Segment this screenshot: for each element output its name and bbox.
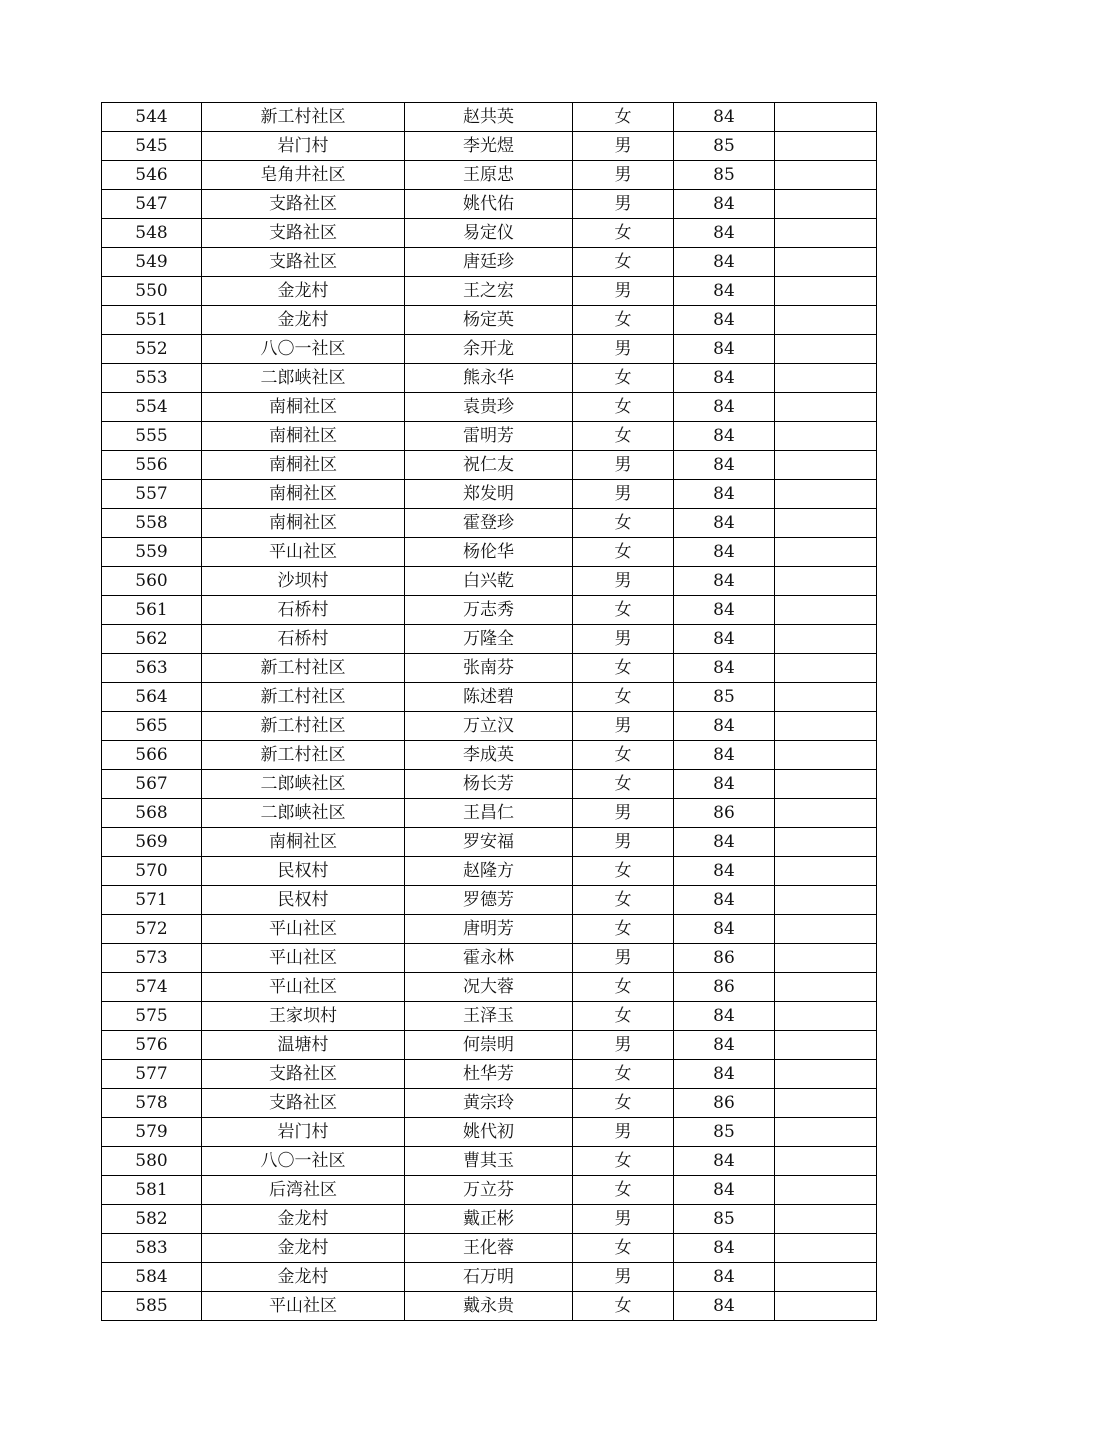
cell-serial-number: 567 — [102, 770, 202, 799]
cell-age: 86 — [674, 944, 775, 973]
cell-age: 84 — [674, 190, 775, 219]
cell-note — [775, 451, 877, 480]
cell-age: 84 — [674, 886, 775, 915]
cell-serial-number: 556 — [102, 451, 202, 480]
cell-serial-number: 557 — [102, 480, 202, 509]
cell-age: 84 — [674, 538, 775, 567]
cell-community: 石桥村 — [202, 625, 405, 654]
cell-note — [775, 1089, 877, 1118]
cell-gender: 女 — [573, 1002, 674, 1031]
cell-note — [775, 364, 877, 393]
cell-community: 平山社区 — [202, 944, 405, 973]
cell-age: 84 — [674, 770, 775, 799]
table-row — [102, 335, 877, 364]
cell-gender: 男 — [573, 161, 674, 190]
cell-community: 王家坝村 — [202, 1002, 405, 1031]
table-row — [102, 712, 877, 741]
table-row — [102, 1118, 877, 1147]
cell-gender: 女 — [573, 915, 674, 944]
cell-gender: 女 — [573, 683, 674, 712]
table-row — [102, 886, 877, 915]
cell-person-name: 霍登珍 — [405, 509, 573, 538]
cell-person-name: 万立芬 — [405, 1176, 573, 1205]
cell-note — [775, 1263, 877, 1292]
cell-gender: 男 — [573, 480, 674, 509]
cell-community: 新工村社区 — [202, 712, 405, 741]
cell-age: 84 — [674, 741, 775, 770]
cell-person-name: 熊永华 — [405, 364, 573, 393]
cell-community: 二郎峡社区 — [202, 799, 405, 828]
table-row — [102, 1089, 877, 1118]
cell-note — [775, 799, 877, 828]
cell-serial-number: 560 — [102, 567, 202, 596]
cell-person-name: 郑发明 — [405, 480, 573, 509]
table-row — [102, 1147, 877, 1176]
cell-person-name: 祝仁友 — [405, 451, 573, 480]
cell-community: 新工村社区 — [202, 103, 405, 132]
cell-community: 南桐社区 — [202, 828, 405, 857]
cell-note — [775, 770, 877, 799]
cell-age: 85 — [674, 683, 775, 712]
table-row — [102, 944, 877, 973]
cell-person-name: 杨长芳 — [405, 770, 573, 799]
table-row — [102, 857, 877, 886]
cell-note — [775, 1234, 877, 1263]
cell-community: 八〇一社区 — [202, 335, 405, 364]
table-row — [102, 683, 877, 712]
cell-person-name: 王之宏 — [405, 277, 573, 306]
cell-person-name: 曹其玉 — [405, 1147, 573, 1176]
cell-person-name: 石万明 — [405, 1263, 573, 1292]
cell-community: 金龙村 — [202, 277, 405, 306]
cell-person-name: 杜华芳 — [405, 1060, 573, 1089]
cell-gender: 女 — [573, 741, 674, 770]
cell-person-name: 杨伦华 — [405, 538, 573, 567]
table-row — [102, 277, 877, 306]
cell-serial-number: 575 — [102, 1002, 202, 1031]
cell-note — [775, 915, 877, 944]
cell-community: 平山社区 — [202, 915, 405, 944]
table-row — [102, 190, 877, 219]
cell-age: 84 — [674, 1263, 775, 1292]
cell-serial-number: 564 — [102, 683, 202, 712]
cell-gender: 女 — [573, 1147, 674, 1176]
cell-note — [775, 683, 877, 712]
cell-community: 后湾社区 — [202, 1176, 405, 1205]
cell-gender: 男 — [573, 1205, 674, 1234]
cell-gender: 女 — [573, 422, 674, 451]
cell-person-name: 戴永贵 — [405, 1292, 573, 1321]
cell-serial-number: 574 — [102, 973, 202, 1002]
cell-age: 85 — [674, 1205, 775, 1234]
cell-note — [775, 277, 877, 306]
cell-community: 八〇一社区 — [202, 1147, 405, 1176]
cell-person-name: 王昌仁 — [405, 799, 573, 828]
cell-serial-number: 568 — [102, 799, 202, 828]
cell-person-name: 王泽玉 — [405, 1002, 573, 1031]
table-row — [102, 1205, 877, 1234]
cell-serial-number: 550 — [102, 277, 202, 306]
cell-serial-number: 579 — [102, 1118, 202, 1147]
cell-community: 金龙村 — [202, 1234, 405, 1263]
cell-note — [775, 1147, 877, 1176]
cell-serial-number: 570 — [102, 857, 202, 886]
cell-note — [775, 567, 877, 596]
cell-community: 南桐社区 — [202, 451, 405, 480]
cell-serial-number: 576 — [102, 1031, 202, 1060]
cell-age: 85 — [674, 161, 775, 190]
cell-person-name: 张南芬 — [405, 654, 573, 683]
table-row — [102, 248, 877, 277]
table-row — [102, 973, 877, 1002]
cell-serial-number: 571 — [102, 886, 202, 915]
cell-age: 84 — [674, 654, 775, 683]
cell-gender: 男 — [573, 451, 674, 480]
cell-gender: 男 — [573, 828, 674, 857]
cell-community: 支路社区 — [202, 248, 405, 277]
table-row — [102, 799, 877, 828]
cell-person-name: 万隆全 — [405, 625, 573, 654]
cell-gender: 男 — [573, 277, 674, 306]
cell-person-name: 罗安福 — [405, 828, 573, 857]
cell-note — [775, 1031, 877, 1060]
table-row — [102, 1234, 877, 1263]
cell-serial-number: 561 — [102, 596, 202, 625]
cell-person-name: 唐廷珍 — [405, 248, 573, 277]
table-row — [102, 828, 877, 857]
cell-gender: 男 — [573, 1031, 674, 1060]
cell-serial-number: 547 — [102, 190, 202, 219]
cell-note — [775, 1002, 877, 1031]
cell-community: 民权村 — [202, 857, 405, 886]
cell-serial-number: 548 — [102, 219, 202, 248]
cell-serial-number: 582 — [102, 1205, 202, 1234]
cell-gender: 女 — [573, 1292, 674, 1321]
cell-serial-number: 585 — [102, 1292, 202, 1321]
cell-gender: 女 — [573, 103, 674, 132]
cell-age: 85 — [674, 1118, 775, 1147]
cell-community: 新工村社区 — [202, 683, 405, 712]
cell-age: 84 — [674, 1176, 775, 1205]
table-row — [102, 741, 877, 770]
cell-serial-number: 544 — [102, 103, 202, 132]
cell-gender: 女 — [573, 393, 674, 422]
cell-gender: 女 — [573, 770, 674, 799]
cell-serial-number: 546 — [102, 161, 202, 190]
cell-age: 84 — [674, 248, 775, 277]
table-row — [102, 1292, 877, 1321]
cell-note — [775, 712, 877, 741]
cell-person-name: 赵隆方 — [405, 857, 573, 886]
cell-note — [775, 886, 877, 915]
table-row — [102, 625, 877, 654]
cell-note — [775, 480, 877, 509]
cell-note — [775, 1205, 877, 1234]
cell-community: 岩门村 — [202, 1118, 405, 1147]
cell-gender: 男 — [573, 190, 674, 219]
roster-table-body — [102, 103, 877, 1321]
cell-person-name: 雷明芳 — [405, 422, 573, 451]
cell-serial-number: 566 — [102, 741, 202, 770]
cell-serial-number: 551 — [102, 306, 202, 335]
cell-gender: 男 — [573, 567, 674, 596]
cell-person-name: 杨定英 — [405, 306, 573, 335]
cell-community: 沙坝村 — [202, 567, 405, 596]
cell-community: 南桐社区 — [202, 480, 405, 509]
cell-gender: 女 — [573, 538, 674, 567]
cell-age: 86 — [674, 799, 775, 828]
cell-note — [775, 248, 877, 277]
cell-age: 84 — [674, 1234, 775, 1263]
cell-community: 平山社区 — [202, 1292, 405, 1321]
cell-gender: 女 — [573, 1234, 674, 1263]
cell-gender: 男 — [573, 712, 674, 741]
cell-gender: 女 — [573, 1060, 674, 1089]
cell-age: 84 — [674, 857, 775, 886]
cell-age: 84 — [674, 219, 775, 248]
cell-person-name: 易定仪 — [405, 219, 573, 248]
cell-note — [775, 422, 877, 451]
cell-age: 84 — [674, 1292, 775, 1321]
cell-age: 84 — [674, 1031, 775, 1060]
cell-note — [775, 857, 877, 886]
cell-age: 84 — [674, 451, 775, 480]
cell-community: 支路社区 — [202, 219, 405, 248]
table-row — [102, 480, 877, 509]
cell-serial-number: 572 — [102, 915, 202, 944]
cell-person-name: 白兴乾 — [405, 567, 573, 596]
cell-note — [775, 741, 877, 770]
cell-age: 84 — [674, 567, 775, 596]
cell-gender: 女 — [573, 248, 674, 277]
cell-note — [775, 161, 877, 190]
cell-age: 84 — [674, 422, 775, 451]
cell-age: 84 — [674, 1002, 775, 1031]
cell-serial-number: 580 — [102, 1147, 202, 1176]
table-row — [102, 1176, 877, 1205]
cell-note — [775, 393, 877, 422]
cell-community: 金龙村 — [202, 1205, 405, 1234]
cell-age: 86 — [674, 1089, 775, 1118]
cell-gender: 女 — [573, 886, 674, 915]
cell-community: 二郎峡社区 — [202, 770, 405, 799]
table-row — [102, 393, 877, 422]
cell-community: 平山社区 — [202, 538, 405, 567]
cell-gender: 男 — [573, 625, 674, 654]
cell-note — [775, 1060, 877, 1089]
table-row — [102, 1002, 877, 1031]
cell-community: 新工村社区 — [202, 654, 405, 683]
cell-serial-number: 562 — [102, 625, 202, 654]
table-row — [102, 596, 877, 625]
cell-community: 南桐社区 — [202, 393, 405, 422]
cell-person-name: 王化蓉 — [405, 1234, 573, 1263]
cell-serial-number: 577 — [102, 1060, 202, 1089]
cell-person-name: 黄宗玲 — [405, 1089, 573, 1118]
cell-note — [775, 219, 877, 248]
cell-serial-number: 555 — [102, 422, 202, 451]
cell-person-name: 罗德芳 — [405, 886, 573, 915]
cell-community: 民权村 — [202, 886, 405, 915]
cell-gender: 女 — [573, 219, 674, 248]
cell-note — [775, 335, 877, 364]
cell-gender: 男 — [573, 799, 674, 828]
cell-serial-number: 584 — [102, 1263, 202, 1292]
cell-person-name: 赵共英 — [405, 103, 573, 132]
cell-age: 84 — [674, 596, 775, 625]
cell-note — [775, 625, 877, 654]
cell-gender: 女 — [573, 364, 674, 393]
cell-person-name: 霍永林 — [405, 944, 573, 973]
cell-gender: 男 — [573, 944, 674, 973]
cell-community: 南桐社区 — [202, 509, 405, 538]
cell-note — [775, 1118, 877, 1147]
cell-age: 84 — [674, 364, 775, 393]
cell-age: 84 — [674, 393, 775, 422]
cell-community: 支路社区 — [202, 1089, 405, 1118]
roster-table — [101, 102, 877, 1321]
cell-gender: 女 — [573, 509, 674, 538]
table-row — [102, 219, 877, 248]
table-row — [102, 364, 877, 393]
cell-person-name: 唐明芳 — [405, 915, 573, 944]
cell-serial-number: 549 — [102, 248, 202, 277]
cell-serial-number: 565 — [102, 712, 202, 741]
table-row — [102, 915, 877, 944]
cell-note — [775, 132, 877, 161]
cell-note — [775, 509, 877, 538]
cell-age: 84 — [674, 828, 775, 857]
cell-community: 石桥村 — [202, 596, 405, 625]
cell-person-name: 况大蓉 — [405, 973, 573, 1002]
cell-person-name: 万立汉 — [405, 712, 573, 741]
cell-age: 86 — [674, 973, 775, 1002]
cell-age: 84 — [674, 306, 775, 335]
table-row — [102, 1060, 877, 1089]
cell-community: 支路社区 — [202, 190, 405, 219]
cell-note — [775, 973, 877, 1002]
cell-age: 84 — [674, 277, 775, 306]
cell-community: 金龙村 — [202, 1263, 405, 1292]
cell-person-name: 李成英 — [405, 741, 573, 770]
cell-gender: 女 — [573, 306, 674, 335]
cell-note — [775, 190, 877, 219]
cell-community: 支路社区 — [202, 1060, 405, 1089]
cell-serial-number: 554 — [102, 393, 202, 422]
cell-person-name: 姚代佑 — [405, 190, 573, 219]
cell-person-name: 袁贵珍 — [405, 393, 573, 422]
cell-community: 平山社区 — [202, 973, 405, 1002]
cell-note — [775, 306, 877, 335]
cell-person-name: 万志秀 — [405, 596, 573, 625]
cell-age: 84 — [674, 480, 775, 509]
cell-gender: 女 — [573, 1089, 674, 1118]
cell-gender: 男 — [573, 132, 674, 161]
cell-note — [775, 654, 877, 683]
cell-gender: 女 — [573, 654, 674, 683]
cell-community: 皂角井社区 — [202, 161, 405, 190]
cell-serial-number: 552 — [102, 335, 202, 364]
table-row — [102, 567, 877, 596]
cell-community: 金龙村 — [202, 306, 405, 335]
cell-person-name: 余开龙 — [405, 335, 573, 364]
cell-age: 85 — [674, 132, 775, 161]
cell-person-name: 李光煜 — [405, 132, 573, 161]
cell-serial-number: 545 — [102, 132, 202, 161]
table-row — [102, 132, 877, 161]
cell-serial-number: 578 — [102, 1089, 202, 1118]
table-row — [102, 1263, 877, 1292]
cell-serial-number: 573 — [102, 944, 202, 973]
table-row — [102, 306, 877, 335]
cell-serial-number: 563 — [102, 654, 202, 683]
cell-serial-number: 559 — [102, 538, 202, 567]
table-row — [102, 1031, 877, 1060]
cell-community: 新工村社区 — [202, 741, 405, 770]
cell-gender: 男 — [573, 1263, 674, 1292]
cell-gender: 女 — [573, 1176, 674, 1205]
cell-serial-number: 553 — [102, 364, 202, 393]
cell-age: 84 — [674, 509, 775, 538]
cell-age: 84 — [674, 915, 775, 944]
cell-community: 岩门村 — [202, 132, 405, 161]
cell-note — [775, 828, 877, 857]
cell-serial-number: 558 — [102, 509, 202, 538]
cell-age: 84 — [674, 103, 775, 132]
cell-person-name: 王原忠 — [405, 161, 573, 190]
cell-serial-number: 581 — [102, 1176, 202, 1205]
table-row — [102, 451, 877, 480]
cell-gender: 男 — [573, 335, 674, 364]
cell-community: 南桐社区 — [202, 422, 405, 451]
cell-gender: 女 — [573, 596, 674, 625]
cell-age: 84 — [674, 712, 775, 741]
table-row — [102, 422, 877, 451]
cell-person-name: 陈述碧 — [405, 683, 573, 712]
cell-person-name: 姚代初 — [405, 1118, 573, 1147]
cell-age: 84 — [674, 1147, 775, 1176]
cell-community: 温塘村 — [202, 1031, 405, 1060]
table-row — [102, 509, 877, 538]
table-row — [102, 654, 877, 683]
cell-note — [775, 103, 877, 132]
cell-serial-number: 583 — [102, 1234, 202, 1263]
cell-gender: 男 — [573, 1118, 674, 1147]
cell-community: 二郎峡社区 — [202, 364, 405, 393]
cell-serial-number: 569 — [102, 828, 202, 857]
cell-person-name: 戴正彬 — [405, 1205, 573, 1234]
table-row — [102, 538, 877, 567]
cell-gender: 女 — [573, 857, 674, 886]
cell-gender: 女 — [573, 973, 674, 1002]
cell-note — [775, 1292, 877, 1321]
table-row — [102, 103, 877, 132]
cell-note — [775, 944, 877, 973]
cell-note — [775, 1176, 877, 1205]
cell-note — [775, 596, 877, 625]
table-row — [102, 770, 877, 799]
cell-note — [775, 538, 877, 567]
cell-person-name: 何崇明 — [405, 1031, 573, 1060]
cell-age: 84 — [674, 625, 775, 654]
table-row — [102, 161, 877, 190]
cell-age: 84 — [674, 335, 775, 364]
cell-age: 84 — [674, 1060, 775, 1089]
